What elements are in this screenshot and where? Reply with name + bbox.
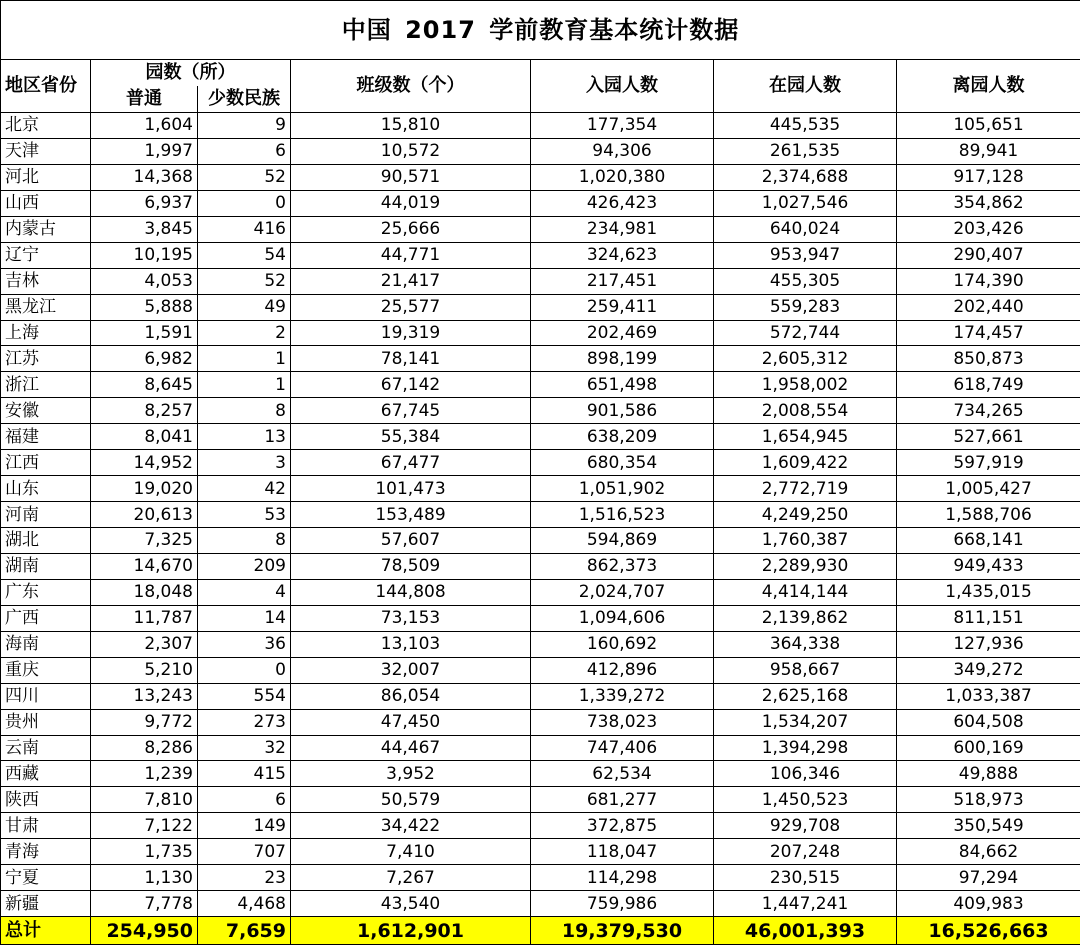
graduated-cell: 409,983 <box>897 891 1080 917</box>
classes-cell: 78,509 <box>291 553 531 579</box>
minority-cell: 8 <box>198 398 291 424</box>
table-row <box>1 138 1080 164</box>
minority-cell: 2 <box>198 320 291 346</box>
region-cell: 贵州 <box>1 709 91 735</box>
enrolled-cell: 759,986 <box>531 891 714 917</box>
in-school-cell: 559,283 <box>714 294 897 320</box>
minority-cell: 4 <box>198 579 291 605</box>
in-school-cell: 1,450,523 <box>714 787 897 813</box>
minority-cell: 149 <box>198 813 291 839</box>
minority-cell: 1 <box>198 372 291 398</box>
region-cell: 河南 <box>1 502 91 528</box>
minority-cell: 6 <box>198 138 291 164</box>
minority-cell: 416 <box>198 216 291 242</box>
graduated-cell: 174,457 <box>897 320 1080 346</box>
enrolled-cell: 747,406 <box>531 735 714 761</box>
region-cell: 云南 <box>1 735 91 761</box>
enrolled-cell: 651,498 <box>531 372 714 398</box>
classes-cell: 25,577 <box>291 294 531 320</box>
graduated-cell: 527,661 <box>897 424 1080 450</box>
classes-cell: 7,410 <box>291 839 531 865</box>
regular-cell: 6,937 <box>91 190 198 216</box>
in-school-cell: 1,447,241 <box>714 891 897 917</box>
table-row <box>1 839 1080 865</box>
graduated-cell: 850,873 <box>897 346 1080 372</box>
region-cell: 黑龙江 <box>1 294 91 320</box>
regular-cell: 8,286 <box>91 735 198 761</box>
region-cell: 福建 <box>1 424 91 450</box>
region-cell: 江西 <box>1 450 91 476</box>
graduated-cell: 1,005,427 <box>897 476 1080 502</box>
header-in-school: 在园人数 <box>714 60 897 113</box>
classes-cell: 78,141 <box>291 346 531 372</box>
graduated-cell: 600,169 <box>897 735 1080 761</box>
classes-cell: 7,267 <box>291 865 531 891</box>
in-school-cell: 958,667 <box>714 657 897 683</box>
classes-cell: 90,571 <box>291 164 531 190</box>
graduated-cell: 668,141 <box>897 528 1080 554</box>
minority-cell: 42 <box>198 476 291 502</box>
region-cell: 重庆 <box>1 657 91 683</box>
in-school-cell: 2,008,554 <box>714 398 897 424</box>
table-row <box>1 346 1080 372</box>
table-row <box>1 372 1080 398</box>
graduated-cell: 1,435,015 <box>897 579 1080 605</box>
classes-cell: 73,153 <box>291 605 531 631</box>
enrolled-cell: 898,199 <box>531 346 714 372</box>
in-school-cell: 207,248 <box>714 839 897 865</box>
minority-cell: 13 <box>198 424 291 450</box>
graduated-cell: 604,508 <box>897 709 1080 735</box>
regular-cell: 8,041 <box>91 424 198 450</box>
total-enrolled: 19,379,530 <box>531 917 714 945</box>
in-school-cell: 230,515 <box>714 865 897 891</box>
table-row <box>1 813 1080 839</box>
table-row <box>1 164 1080 190</box>
enrolled-cell: 234,981 <box>531 216 714 242</box>
region-cell: 山西 <box>1 190 91 216</box>
enrolled-cell: 1,051,902 <box>531 476 714 502</box>
minority-cell: 6 <box>198 787 291 813</box>
table-row <box>1 294 1080 320</box>
minority-cell: 36 <box>198 631 291 657</box>
enrolled-cell: 1,020,380 <box>531 164 714 190</box>
region-cell: 江苏 <box>1 346 91 372</box>
in-school-cell: 953,947 <box>714 242 897 268</box>
enrolled-cell: 862,373 <box>531 553 714 579</box>
in-school-cell: 2,772,719 <box>714 476 897 502</box>
graduated-cell: 1,033,387 <box>897 683 1080 709</box>
minority-cell: 49 <box>198 294 291 320</box>
table-row <box>1 683 1080 709</box>
regular-cell: 1,735 <box>91 839 198 865</box>
table-row <box>1 865 1080 891</box>
in-school-cell: 1,534,207 <box>714 709 897 735</box>
region-cell: 宁夏 <box>1 865 91 891</box>
table-row <box>1 398 1080 424</box>
table-row <box>1 450 1080 476</box>
in-school-cell: 2,139,862 <box>714 605 897 631</box>
table-row <box>1 268 1080 294</box>
enrolled-cell: 160,692 <box>531 631 714 657</box>
graduated-cell: 597,919 <box>897 450 1080 476</box>
enrolled-cell: 324,623 <box>531 242 714 268</box>
enrolled-cell: 1,516,523 <box>531 502 714 528</box>
in-school-cell: 1,394,298 <box>714 735 897 761</box>
classes-cell: 67,745 <box>291 398 531 424</box>
minority-cell: 23 <box>198 865 291 891</box>
region-cell: 陕西 <box>1 787 91 813</box>
regular-cell: 1,604 <box>91 113 198 139</box>
in-school-cell: 2,374,688 <box>714 164 897 190</box>
enrolled-cell: 202,469 <box>531 320 714 346</box>
table-row <box>1 502 1080 528</box>
region-cell: 浙江 <box>1 372 91 398</box>
enrolled-cell: 426,423 <box>531 190 714 216</box>
classes-cell: 13,103 <box>291 631 531 657</box>
classes-cell: 55,384 <box>291 424 531 450</box>
enrolled-cell: 594,869 <box>531 528 714 554</box>
classes-cell: 86,054 <box>291 683 531 709</box>
graduated-cell: 349,272 <box>897 657 1080 683</box>
enrolled-cell: 62,534 <box>531 761 714 787</box>
enrolled-cell: 114,298 <box>531 865 714 891</box>
region-cell: 安徽 <box>1 398 91 424</box>
regular-cell: 7,778 <box>91 891 198 917</box>
regular-cell: 9,772 <box>91 709 198 735</box>
classes-cell: 19,319 <box>291 320 531 346</box>
graduated-cell: 949,433 <box>897 553 1080 579</box>
minority-cell: 53 <box>198 502 291 528</box>
graduated-cell: 84,662 <box>897 839 1080 865</box>
classes-cell: 43,540 <box>291 891 531 917</box>
table-row <box>1 190 1080 216</box>
graduated-cell: 618,749 <box>897 372 1080 398</box>
regular-cell: 14,368 <box>91 164 198 190</box>
enrolled-cell: 412,896 <box>531 657 714 683</box>
in-school-cell: 2,605,312 <box>714 346 897 372</box>
in-school-cell: 1,760,387 <box>714 528 897 554</box>
total-classes: 1,612,901 <box>291 917 531 945</box>
enrolled-cell: 638,209 <box>531 424 714 450</box>
in-school-cell: 455,305 <box>714 268 897 294</box>
regular-cell: 20,613 <box>91 502 198 528</box>
total-regular: 254,950 <box>91 917 198 945</box>
region-cell: 上海 <box>1 320 91 346</box>
table-row <box>1 735 1080 761</box>
header-regular: 普通 <box>91 86 198 113</box>
graduated-cell: 89,941 <box>897 138 1080 164</box>
minority-cell: 14 <box>198 605 291 631</box>
minority-cell: 52 <box>198 268 291 294</box>
classes-cell: 10,572 <box>291 138 531 164</box>
in-school-cell: 929,708 <box>714 813 897 839</box>
regular-cell: 2,307 <box>91 631 198 657</box>
table-title: 中国 2017 学前教育基本统计数据 <box>1 1 1080 60</box>
in-school-cell: 106,346 <box>714 761 897 787</box>
minority-cell: 0 <box>198 190 291 216</box>
enrolled-cell: 118,047 <box>531 839 714 865</box>
regular-cell: 8,257 <box>91 398 198 424</box>
table-row <box>1 579 1080 605</box>
table-row <box>1 709 1080 735</box>
header-classes: 班级数（个） <box>291 60 531 113</box>
classes-cell: 67,142 <box>291 372 531 398</box>
in-school-cell: 572,744 <box>714 320 897 346</box>
classes-cell: 153,489 <box>291 502 531 528</box>
table-row <box>1 605 1080 631</box>
table-row <box>1 787 1080 813</box>
graduated-cell: 127,936 <box>897 631 1080 657</box>
in-school-cell: 1,027,546 <box>714 190 897 216</box>
table-row <box>1 528 1080 554</box>
total-minority: 7,659 <box>198 917 291 945</box>
region-cell: 广东 <box>1 579 91 605</box>
minority-cell: 54 <box>198 242 291 268</box>
classes-cell: 34,422 <box>291 813 531 839</box>
minority-cell: 554 <box>198 683 291 709</box>
regular-cell: 1,997 <box>91 138 198 164</box>
enrolled-cell: 94,306 <box>531 138 714 164</box>
total-in-school: 46,001,393 <box>714 917 897 945</box>
header-minority: 少数民族 <box>198 86 291 113</box>
enrolled-cell: 1,339,272 <box>531 683 714 709</box>
table-row <box>1 242 1080 268</box>
header-enrolled: 入园人数 <box>531 60 714 113</box>
region-cell: 北京 <box>1 113 91 139</box>
classes-cell: 57,607 <box>291 528 531 554</box>
regular-cell: 13,243 <box>91 683 198 709</box>
minority-cell: 707 <box>198 839 291 865</box>
enrolled-cell: 259,411 <box>531 294 714 320</box>
enrolled-cell: 681,277 <box>531 787 714 813</box>
total-label: 总计 <box>1 917 91 945</box>
graduated-cell: 1,588,706 <box>897 502 1080 528</box>
minority-cell: 9 <box>198 113 291 139</box>
regular-cell: 1,591 <box>91 320 198 346</box>
regular-cell: 14,670 <box>91 553 198 579</box>
table-row <box>1 113 1080 139</box>
minority-cell: 209 <box>198 553 291 579</box>
enrolled-cell: 901,586 <box>531 398 714 424</box>
classes-cell: 32,007 <box>291 657 531 683</box>
enrolled-cell: 1,094,606 <box>531 605 714 631</box>
in-school-cell: 640,024 <box>714 216 897 242</box>
regular-cell: 18,048 <box>91 579 198 605</box>
graduated-cell: 49,888 <box>897 761 1080 787</box>
regular-cell: 5,888 <box>91 294 198 320</box>
classes-cell: 144,808 <box>291 579 531 605</box>
minority-cell: 273 <box>198 709 291 735</box>
classes-cell: 44,771 <box>291 242 531 268</box>
region-cell: 吉林 <box>1 268 91 294</box>
table-row <box>1 216 1080 242</box>
in-school-cell: 1,654,945 <box>714 424 897 450</box>
graduated-cell: 202,440 <box>897 294 1080 320</box>
minority-cell: 32 <box>198 735 291 761</box>
table-row <box>1 891 1080 917</box>
graduated-cell: 518,973 <box>897 787 1080 813</box>
regular-cell: 6,982 <box>91 346 198 372</box>
table-row <box>1 631 1080 657</box>
total-row <box>1 917 1080 945</box>
regular-cell: 1,130 <box>91 865 198 891</box>
graduated-cell: 290,407 <box>897 242 1080 268</box>
region-cell: 海南 <box>1 631 91 657</box>
regular-cell: 7,325 <box>91 528 198 554</box>
in-school-cell: 261,535 <box>714 138 897 164</box>
classes-cell: 3,952 <box>291 761 531 787</box>
table-row <box>1 424 1080 450</box>
enrolled-cell: 177,354 <box>531 113 714 139</box>
region-cell: 天津 <box>1 138 91 164</box>
minority-cell: 1 <box>198 346 291 372</box>
graduated-cell: 203,426 <box>897 216 1080 242</box>
minority-cell: 8 <box>198 528 291 554</box>
graduated-cell: 97,294 <box>897 865 1080 891</box>
classes-cell: 21,417 <box>291 268 531 294</box>
region-cell: 河北 <box>1 164 91 190</box>
regular-cell: 1,239 <box>91 761 198 787</box>
region-cell: 甘肃 <box>1 813 91 839</box>
in-school-cell: 1,609,422 <box>714 450 897 476</box>
classes-cell: 44,467 <box>291 735 531 761</box>
classes-cell: 67,477 <box>291 450 531 476</box>
enrolled-cell: 217,451 <box>531 268 714 294</box>
region-cell: 辽宁 <box>1 242 91 268</box>
enrolled-cell: 738,023 <box>531 709 714 735</box>
in-school-cell: 4,249,250 <box>714 502 897 528</box>
graduated-cell: 734,265 <box>897 398 1080 424</box>
minority-cell: 415 <box>198 761 291 787</box>
classes-cell: 101,473 <box>291 476 531 502</box>
header-kindergartens: 园数（所） <box>91 60 291 87</box>
graduated-cell: 354,862 <box>897 190 1080 216</box>
minority-cell: 0 <box>198 657 291 683</box>
region-cell: 西藏 <box>1 761 91 787</box>
table-row <box>1 761 1080 787</box>
in-school-cell: 1,958,002 <box>714 372 897 398</box>
table-body <box>1 113 1080 917</box>
total-graduated: 16,526,663 <box>897 917 1080 945</box>
in-school-cell: 2,289,930 <box>714 553 897 579</box>
regular-cell: 7,810 <box>91 787 198 813</box>
enrolled-cell: 680,354 <box>531 450 714 476</box>
regular-cell: 5,210 <box>91 657 198 683</box>
graduated-cell: 811,151 <box>897 605 1080 631</box>
regular-cell: 3,845 <box>91 216 198 242</box>
table-row <box>1 320 1080 346</box>
classes-cell: 50,579 <box>291 787 531 813</box>
classes-cell: 44,019 <box>291 190 531 216</box>
region-cell: 青海 <box>1 839 91 865</box>
region-cell: 湖南 <box>1 553 91 579</box>
enrolled-cell: 2,024,707 <box>531 579 714 605</box>
minority-cell: 3 <box>198 450 291 476</box>
graduated-cell: 917,128 <box>897 164 1080 190</box>
header-region: 地区省份 <box>1 60 91 113</box>
region-cell: 内蒙古 <box>1 216 91 242</box>
minority-cell: 4,468 <box>198 891 291 917</box>
region-cell: 湖北 <box>1 528 91 554</box>
in-school-cell: 2,625,168 <box>714 683 897 709</box>
region-cell: 四川 <box>1 683 91 709</box>
regular-cell: 7,122 <box>91 813 198 839</box>
in-school-cell: 4,414,144 <box>714 579 897 605</box>
regular-cell: 19,020 <box>91 476 198 502</box>
graduated-cell: 174,390 <box>897 268 1080 294</box>
table-row <box>1 657 1080 683</box>
region-cell: 新疆 <box>1 891 91 917</box>
graduated-cell: 350,549 <box>897 813 1080 839</box>
header-graduated: 离园人数 <box>897 60 1080 113</box>
regular-cell: 11,787 <box>91 605 198 631</box>
regular-cell: 14,952 <box>91 450 198 476</box>
region-cell: 广西 <box>1 605 91 631</box>
in-school-cell: 445,535 <box>714 113 897 139</box>
table-row <box>1 553 1080 579</box>
graduated-cell: 105,651 <box>897 113 1080 139</box>
regular-cell: 10,195 <box>91 242 198 268</box>
table-row <box>1 476 1080 502</box>
minority-cell: 52 <box>198 164 291 190</box>
classes-cell: 15,810 <box>291 113 531 139</box>
in-school-cell: 364,338 <box>714 631 897 657</box>
classes-cell: 47,450 <box>291 709 531 735</box>
regular-cell: 8,645 <box>91 372 198 398</box>
enrolled-cell: 372,875 <box>531 813 714 839</box>
regular-cell: 4,053 <box>91 268 198 294</box>
classes-cell: 25,666 <box>291 216 531 242</box>
region-cell: 山东 <box>1 476 91 502</box>
